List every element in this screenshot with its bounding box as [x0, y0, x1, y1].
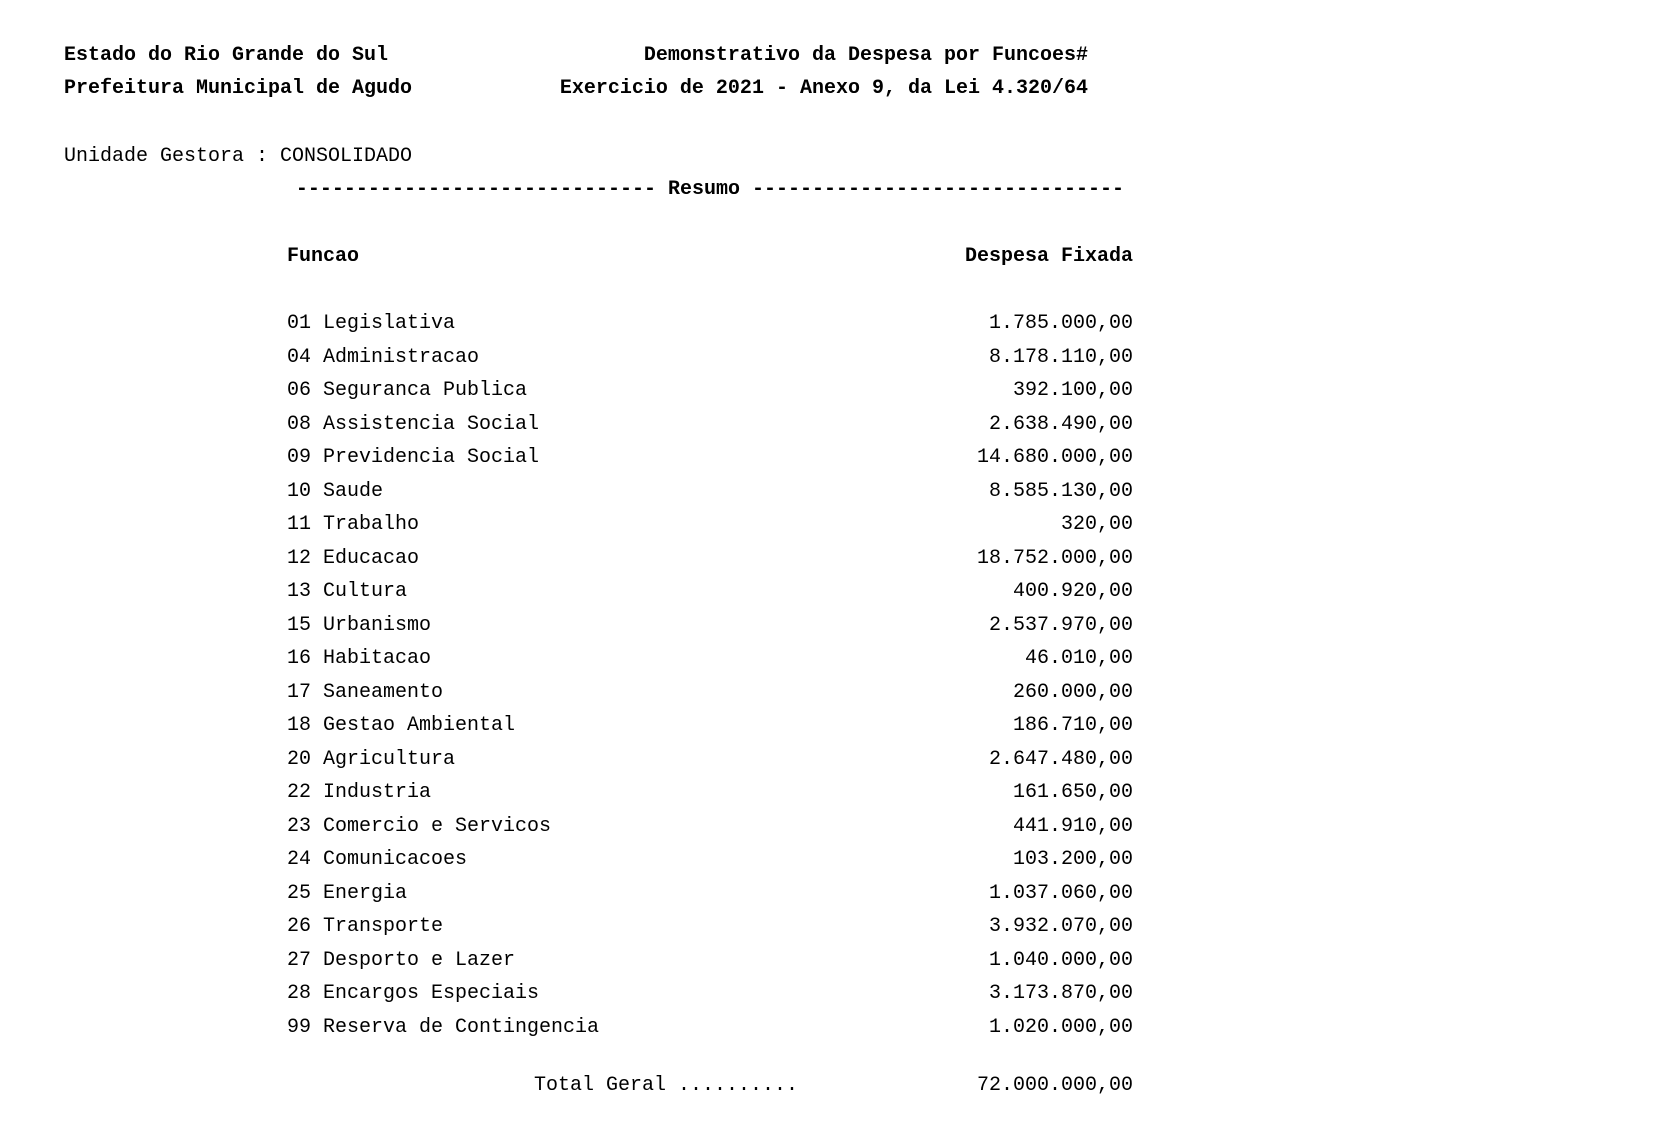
funcao-name: 17 Saneamento	[287, 680, 444, 704]
despesa-value: 260.000,00	[1012, 680, 1133, 704]
table-row	[287, 781, 1133, 815]
table-row	[287, 748, 1133, 782]
summary-divider: ------------------------------ Resumo -------------------------------	[295, 178, 1125, 201]
table-row	[287, 580, 1133, 614]
table-row	[287, 413, 1133, 447]
expense-table	[287, 312, 1133, 1049]
funcao-name: 10 Saude	[287, 479, 384, 503]
table-row	[287, 513, 1133, 547]
funcao-name: 26 Transporte	[287, 915, 444, 938]
state-name: Estado do Rio Grande do Sul	[64, 44, 389, 67]
despesa-value: 186.710,00	[1012, 714, 1133, 737]
funcao-name: 20 Agricultura	[287, 747, 456, 771]
funcao-name: 13 Cultura	[287, 580, 408, 603]
funcao-name: 22 Industria	[287, 781, 432, 804]
table-row	[287, 346, 1133, 380]
funcao-name: 08 Assistencia Social	[287, 412, 540, 436]
funcao-name: 12 Educacao	[287, 546, 420, 570]
funcao-name: 23 Comercio e Servicos	[287, 814, 552, 838]
funcao-name: 25 Energia	[287, 881, 408, 905]
table-row	[287, 915, 1133, 949]
table-row	[287, 379, 1133, 413]
total-label: Total Geral ..........	[534, 1074, 799, 1097]
despesa-value: 3.173.870,00	[988, 982, 1133, 1005]
table-row	[287, 1016, 1133, 1050]
managing-unit: Unidade Gestora : CONSOLIDADO	[64, 145, 413, 168]
despesa-value: 441.910,00	[1012, 814, 1133, 838]
funcao-name: 15 Urbanismo	[287, 613, 432, 637]
report-subtitle: Exercicio de 2021 - Anexo 9, da Lei 4.320/64	[559, 77, 1088, 100]
funcao-name: 18 Gestao Ambiental	[287, 714, 516, 737]
table-row	[287, 647, 1133, 681]
funcao-name: 16 Habitacao	[287, 647, 432, 670]
despesa-value: 1.037.060,00	[988, 881, 1133, 905]
funcao-name: 24 Comunicacoes	[287, 848, 468, 871]
despesa-value: 161.650,00	[1012, 781, 1133, 804]
despesa-value: 392.100,00	[1012, 379, 1133, 402]
despesa-value: 400.920,00	[1012, 580, 1133, 603]
table-row	[287, 714, 1133, 748]
table-row	[287, 949, 1133, 983]
despesa-value: 103.200,00	[1012, 848, 1133, 871]
report-title: Demonstrativo da Despesa por Funcoes#	[643, 44, 1088, 67]
funcao-name: 28 Encargos Especiais	[287, 982, 540, 1005]
despesa-value: 2.647.480,00	[988, 747, 1133, 771]
table-row	[287, 815, 1133, 849]
table-row	[287, 446, 1133, 480]
despesa-value: 18.752.000,00	[976, 546, 1133, 570]
funcao-name: 99 Reserva de Contingencia	[287, 1015, 600, 1039]
despesa-value: 46.010,00	[1024, 647, 1133, 670]
table-row	[287, 848, 1133, 882]
table-row	[287, 480, 1133, 514]
despesa-value: 8.178.110,00	[988, 345, 1133, 369]
despesa-value: 2.638.490,00	[988, 412, 1133, 436]
column-header-despesa-fixada: Despesa Fixada	[964, 245, 1133, 268]
funcao-name: 04 Administracao	[287, 345, 480, 369]
funcao-name: 01 Legislativa	[287, 312, 456, 335]
table-row	[287, 982, 1133, 1016]
table-row	[287, 882, 1133, 916]
column-header-funcao: Funcao	[287, 245, 360, 268]
despesa-value: 2.537.970,00	[988, 613, 1133, 637]
funcao-name: 06 Seguranca Publica	[287, 379, 528, 402]
despesa-value: 1.040.000,00	[988, 948, 1133, 972]
despesa-value: 1.785.000,00	[988, 312, 1133, 335]
despesa-value: 3.932.070,00	[988, 915, 1133, 938]
funcao-name: 09 Previdencia Social	[287, 446, 540, 469]
despesa-value: 8.585.130,00	[988, 479, 1133, 503]
funcao-name: 11 Trabalho	[287, 513, 420, 536]
despesa-value: 320,00	[1060, 513, 1133, 536]
table-row	[287, 312, 1133, 346]
funcao-name: 27 Desporto e Lazer	[287, 948, 516, 972]
table-row	[287, 681, 1133, 715]
municipality-name: Prefeitura Municipal de Agudo	[64, 77, 413, 100]
despesa-value: 14.680.000,00	[976, 446, 1133, 469]
table-row	[287, 614, 1133, 648]
table-row	[287, 547, 1133, 581]
despesa-value: 1.020.000,00	[988, 1015, 1133, 1039]
total-value: 72.000.000,00	[976, 1074, 1133, 1097]
